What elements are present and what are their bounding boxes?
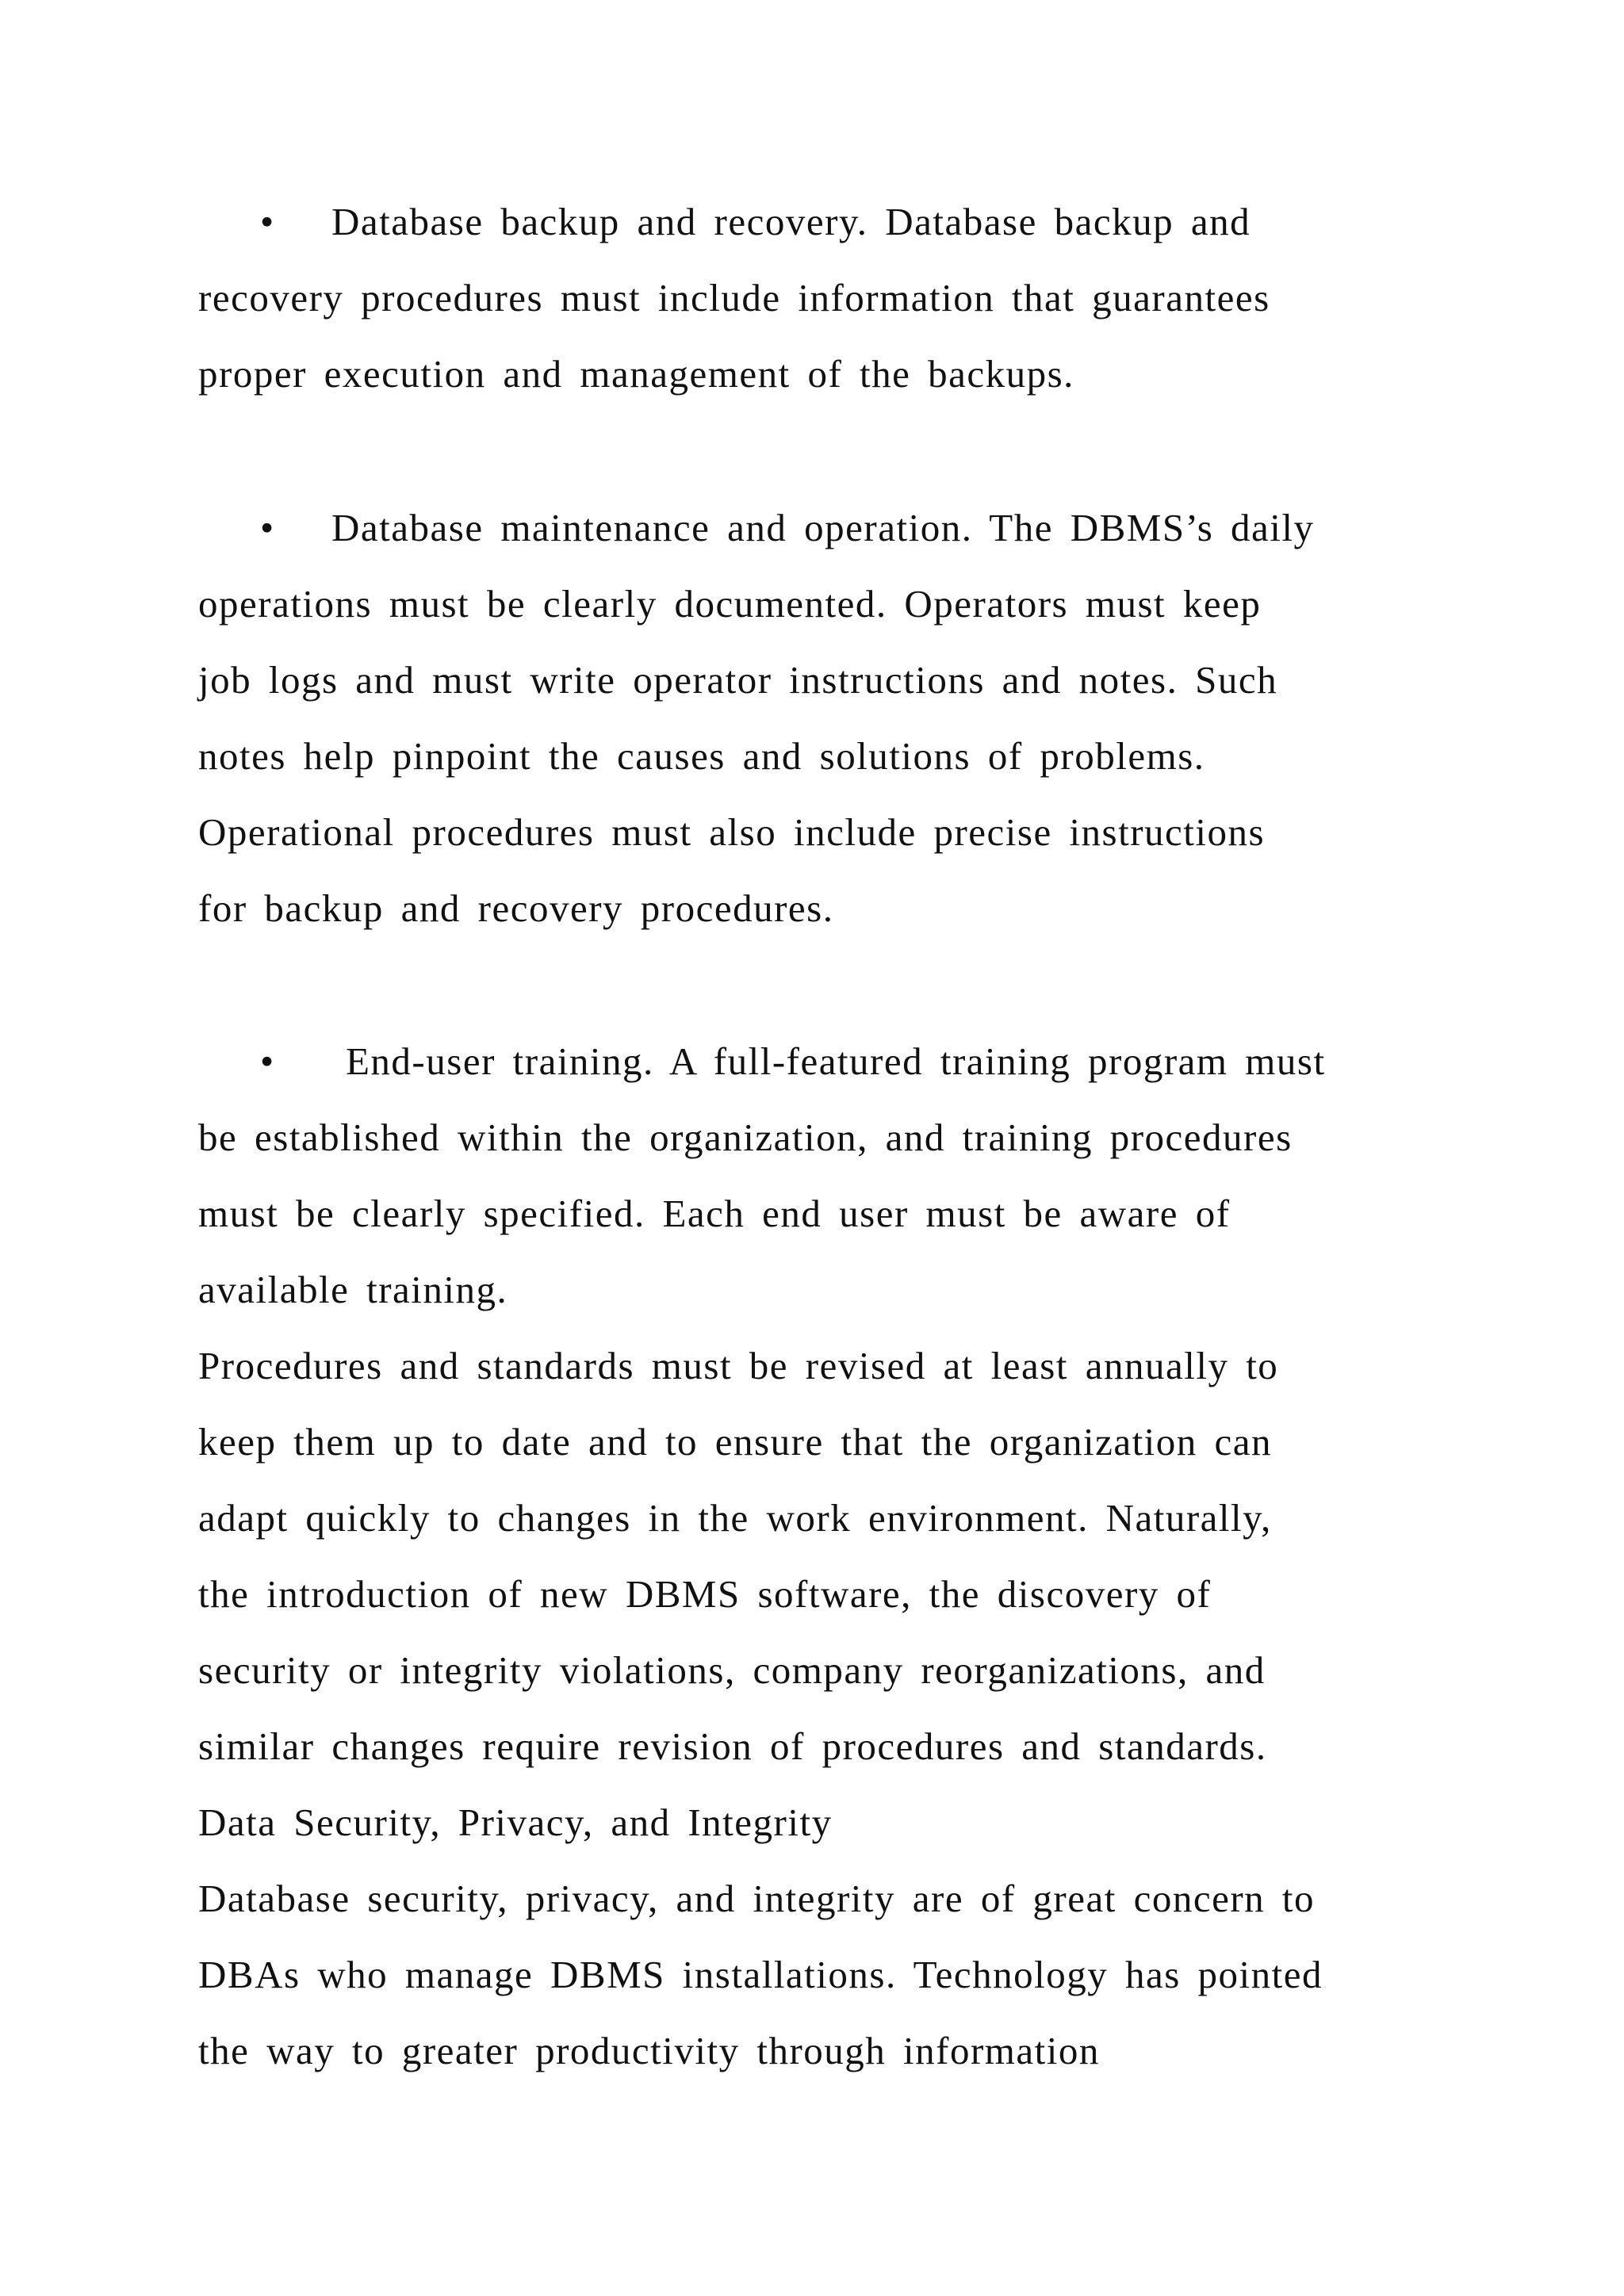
bullet-1-line-2: recovery procedures must include information that guarantees <box>198 276 1270 320</box>
section-heading: Data Security, Privacy, and Integrity <box>198 1800 833 1844</box>
bullet-3-line-2: be established within the organization, and training procedures <box>198 1115 1293 1159</box>
bullet-marker: • <box>260 200 275 243</box>
body-line-6: similar changes require revision of procedures and standards. <box>198 1724 1267 1768</box>
body-line-10: the way to greater productivity through information <box>198 2029 1100 2072</box>
bullet-3-line-4: available training. <box>198 1268 508 1311</box>
bullet-2-line-2: operations must be clearly documented. Operators must keep <box>198 582 1262 626</box>
bullet-2-line-3: job logs and must write operator instructions and notes. Such <box>198 658 1278 702</box>
bullet-2-line-4: notes help pinpoint the causes and solutions of problems. <box>198 734 1205 778</box>
body-line-3: adapt quickly to changes in the work environment. Naturally, <box>198 1496 1272 1540</box>
bullet-1-line-3: proper execution and management of the backups. <box>198 352 1074 396</box>
body-line-1: Procedures and standards must be revised at least annually to <box>198 1344 1279 1387</box>
bullet-3-line-1: End-user training. A full-featured training program must <box>346 1039 1326 1083</box>
bullet-2-line-1: Database maintenance and operation. The DBMS’s daily <box>331 506 1315 549</box>
bullet-3-line-3: must be clearly specified. Each end user must be aware of <box>198 1192 1231 1235</box>
body-line-8: Database security, privacy, and integrity are of great concern to <box>198 1877 1315 1920</box>
bullet-1-line-1: Database backup and recovery. Database backup and <box>331 200 1251 243</box>
bullet-marker: • <box>260 506 275 549</box>
body-line-9: DBAs who manage DBMS installations. Technology has pointed <box>198 1953 1323 1996</box>
bullet-2-line-6: for backup and recovery procedures. <box>198 886 834 930</box>
body-line-5: security or integrity violations, company reorganizations, and <box>198 1648 1266 1692</box>
body-line-4: the introduction of new DBMS software, the discovery of <box>198 1572 1212 1616</box>
body-line-2: keep them up to date and to ensure that the organization can <box>198 1420 1273 1464</box>
bullet-2-line-5: Operational procedures must also include precise instructions <box>198 810 1266 854</box>
bullet-marker: • <box>260 1039 275 1083</box>
